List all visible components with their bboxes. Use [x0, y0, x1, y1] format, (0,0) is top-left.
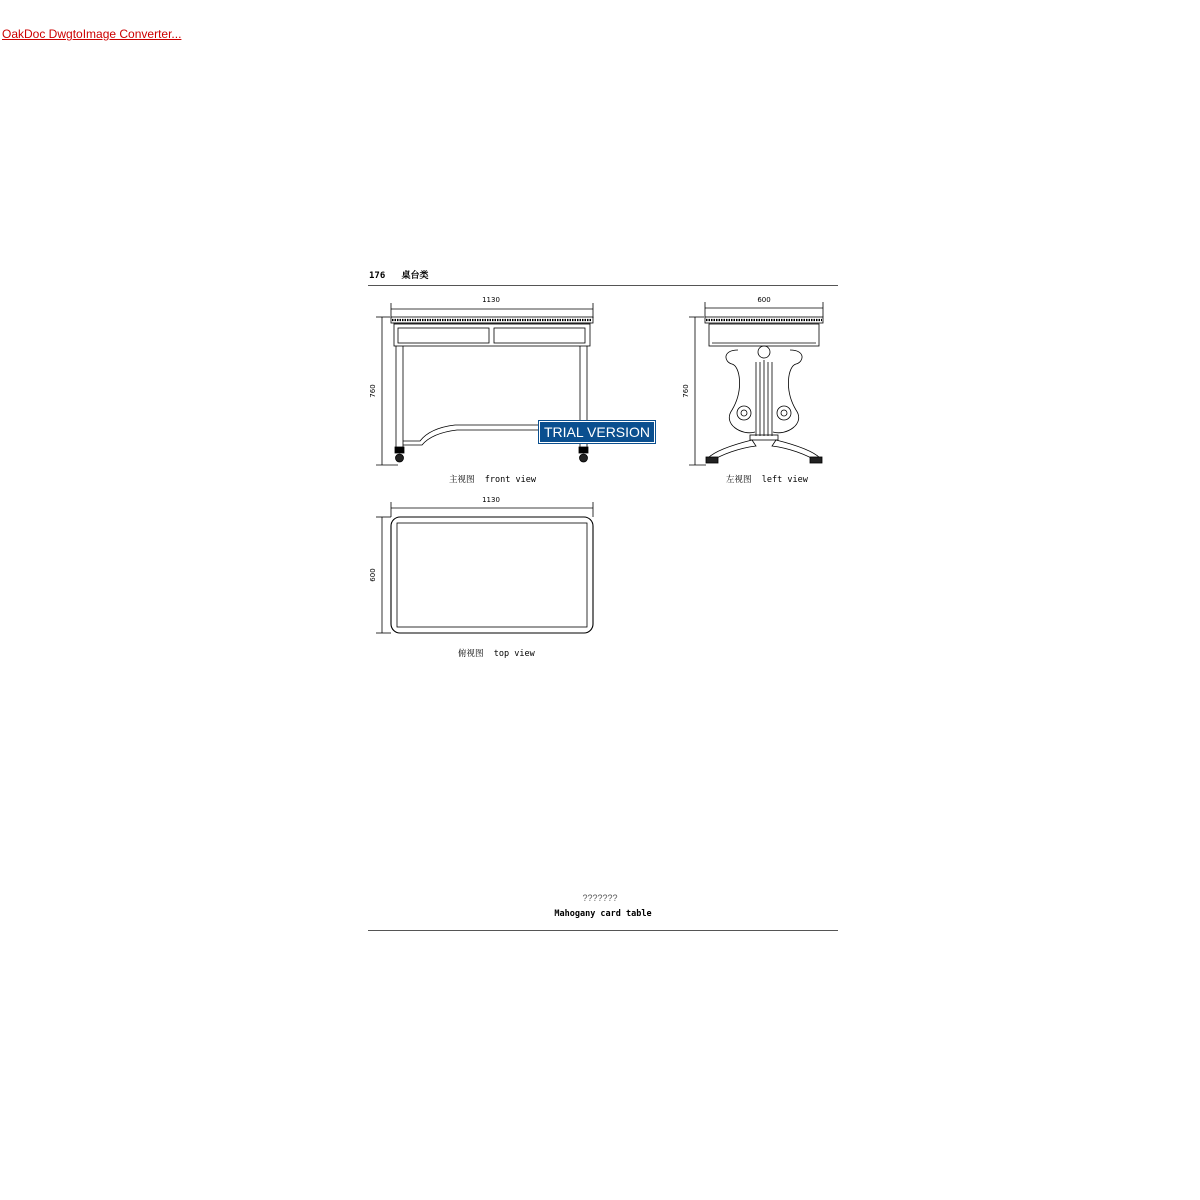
left-view-caption: [726, 473, 808, 485]
front-height-dim-text: 760: [369, 384, 377, 398]
top-height-dim-text: 600: [369, 568, 377, 582]
left-lyre-scroll-left: [726, 350, 755, 433]
footer-title: Mahogany card table: [554, 909, 652, 919]
front-drawer-right: [494, 328, 585, 343]
front-caster-right: [580, 454, 588, 462]
trial-version-badge: TRIAL VERSION: [539, 421, 655, 443]
page-number: 176: [369, 271, 386, 281]
front-foot-left: [395, 447, 404, 453]
front-caster-left: [396, 454, 404, 462]
left-lyre-scroll-right: [773, 350, 802, 433]
top-outline-inner: [397, 523, 587, 627]
section-title: 桌台类: [401, 271, 429, 281]
left-view: [682, 296, 823, 465]
left-lyre-volute-left: [737, 406, 751, 420]
front-width-dim-text: 1130: [482, 296, 500, 304]
left-caption-cn: 左视图: [726, 475, 752, 485]
left-height-dim-text: 760: [682, 384, 690, 398]
left-caption-en: left view: [761, 475, 808, 485]
top-outline-outer: [391, 517, 593, 633]
left-width-dim-text: 600: [757, 296, 771, 304]
left-lyre-top-boss: [758, 346, 770, 358]
top-caption-cn: 俯视图: [458, 649, 484, 659]
converter-watermark-link[interactable]: OakDoc DwgtoImage Converter...: [2, 27, 182, 41]
front-view-caption: [449, 473, 536, 485]
front-caption-cn: 主视图: [449, 475, 475, 485]
top-view-caption: [458, 647, 535, 659]
front-foot-right: [579, 447, 588, 453]
front-drawer-left: [398, 328, 489, 343]
top-width-dim-text: 1130: [482, 496, 500, 504]
left-lyre-volute-right: [777, 406, 791, 420]
top-caption-en: top view: [493, 649, 535, 659]
left-paw-right: [810, 457, 822, 463]
top-view: [369, 496, 593, 633]
left-lyre-volute-right-inner: [781, 410, 787, 416]
left-paw-left: [706, 457, 718, 463]
left-lyre-volute-left-inner: [741, 410, 747, 416]
front-caption-en: front view: [484, 475, 536, 485]
footer-code: ???????: [582, 893, 618, 903]
footer-rule: [368, 930, 838, 931]
